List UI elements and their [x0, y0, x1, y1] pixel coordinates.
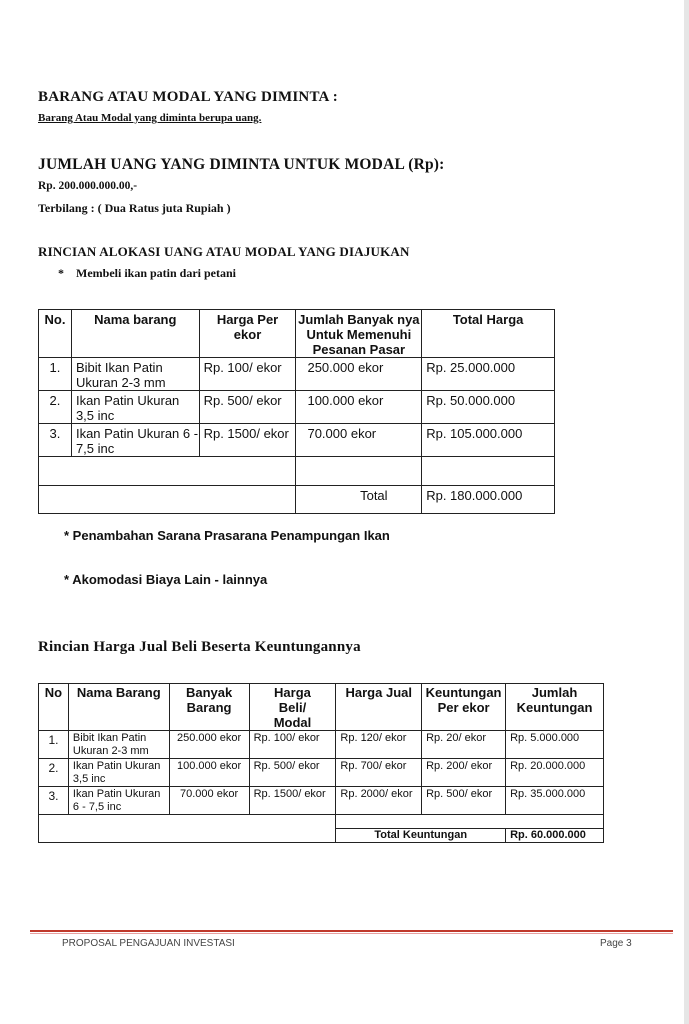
cell-total: Rp. 25.000.000 [422, 358, 555, 391]
empty-cell [39, 486, 296, 514]
cell-qty: 100.000 ekor [169, 759, 249, 787]
cell-name: Bibit Ikan Patin Ukuran 2-3 mm [71, 358, 199, 391]
cell-name: Ikan Patin Ukuran 3,5 inc [68, 759, 169, 787]
table-row [39, 759, 604, 787]
table-row-empty [39, 815, 604, 829]
empty-cell [336, 815, 604, 829]
cell-total: Rp. 20.000.000 [506, 759, 604, 787]
amount-text: Rp. 200.000.000.00,- [38, 180, 138, 192]
header-total: Total Harga [422, 310, 555, 358]
cell-name: Ikan Patin Ukuran 3,5 inc [71, 391, 199, 424]
cell-no: 3. [39, 424, 72, 457]
page-edge [684, 0, 689, 1024]
cell-total: Rp. 105.000.000 [422, 424, 555, 457]
cell-sell: Rp. 120/ ekor [336, 731, 422, 759]
bullet-icon: * [58, 266, 76, 280]
header-no: No [39, 684, 69, 731]
bullet-item-membeli [58, 266, 236, 281]
header-nama: Nama barang [71, 310, 199, 358]
cell-no: 2. [39, 391, 72, 424]
table-row [39, 358, 555, 391]
table-row [39, 424, 555, 457]
footer-divider-shadow [30, 933, 673, 934]
bullet-text: Akomodasi Biaya Lain - lainnya [72, 572, 268, 587]
page-number: Page 3 [600, 938, 632, 949]
section-title-jumlah: JUMLAH UANG YANG DIMINTA UNTUK MODAL (Rp): [38, 156, 445, 173]
header-keuntungan: Keuntungan Per ekor [422, 684, 506, 731]
empty-cell [39, 457, 296, 486]
section-title-barang: BARANG ATAU MODAL YANG DIMINTA : [38, 89, 338, 105]
cell-buy: Rp. 100/ ekor [249, 731, 336, 759]
total-label: Total [296, 486, 422, 514]
allocation-table [38, 309, 555, 514]
cell-price: Rp. 500/ ekor [199, 391, 296, 424]
cell-qty: 250.000 ekor [296, 358, 422, 391]
bullet-text: Penambahan Sarana Prasarana Penampungan Ikan [72, 528, 390, 543]
cell-total: Rp. 5.000.000 [506, 731, 604, 759]
amount-words: Terbilang : ( Dua Ratus juta Rupiah ) [38, 201, 231, 215]
total-value: Rp. 180.000.000 [422, 486, 555, 514]
cell-total: Rp. 50.000.000 [422, 391, 555, 424]
header-banyak: Banyak Barang [169, 684, 249, 731]
table-total-row [39, 486, 555, 514]
cell-no: 3. [39, 787, 69, 815]
cell-profit: Rp. 500/ ekor [422, 787, 506, 815]
bullet-icon: * [64, 572, 73, 587]
cell-sell: Rp. 2000/ ekor [336, 787, 422, 815]
section-title-rincian: RINCIAN ALOKASI UANG ATAU MODAL YANG DIAJUKAN [38, 244, 410, 259]
table-row [39, 391, 555, 424]
cell-name: Ikan Patin Ukuran 6 - 7,5 inc [71, 424, 199, 457]
section-subtitle-barang: Barang Atau Modal yang diminta berupa uang. [38, 112, 262, 124]
cell-name: Bibit Ikan Patin Ukuran 2-3 mm [68, 731, 169, 759]
cell-no: 1. [39, 358, 72, 391]
cell-no: 2. [39, 759, 69, 787]
table-header-row [39, 684, 604, 731]
cell-qty: 100.000 ekor [296, 391, 422, 424]
empty-cell [422, 457, 555, 486]
cell-profit: Rp. 200/ ekor [422, 759, 506, 787]
cell-price: Rp. 100/ ekor [199, 358, 296, 391]
table-row-empty [39, 457, 555, 486]
empty-cell [39, 815, 336, 843]
cell-qty: 250.000 ekor [169, 731, 249, 759]
empty-cell [296, 457, 422, 486]
footer-title: PROPOSAL PENGAJUAN INVESTASI [62, 938, 235, 949]
header-jumlah-keuntungan: Jumlah Keuntungan [506, 684, 604, 731]
cell-price: Rp. 1500/ ekor [199, 424, 296, 457]
table-row [39, 787, 604, 815]
bullet-item-sarana [64, 528, 390, 543]
header-jumlah: Jumlah Banyak nya Untuk Memenuhi Pesanan Pasar [296, 310, 422, 358]
header-harga-jual: Harga Jual [336, 684, 422, 731]
bullet-text: Membeli ikan patin dari petani [76, 266, 237, 280]
header-harga: Harga Per ekor [199, 310, 296, 358]
header-no: No. [39, 310, 72, 358]
cell-name: Ikan Patin Ukuran 6 - 7,5 inc [68, 787, 169, 815]
section-title-harga-jual: Rincian Harga Jual Beli Beserta Keuntungannya [38, 639, 361, 655]
total-keuntungan-value: Rp. 60.000.000 [506, 829, 604, 843]
cell-total: Rp. 35.000.000 [506, 787, 604, 815]
table-header-row [39, 310, 555, 358]
cell-buy: Rp. 1500/ ekor [249, 787, 336, 815]
header-nama: Nama Barang [68, 684, 169, 731]
cell-no: 1. [39, 731, 69, 759]
table-row [39, 731, 604, 759]
bullet-item-akomodasi [64, 572, 267, 587]
bullet-icon: * [64, 528, 73, 543]
profit-table [38, 683, 604, 843]
header-harga-beli: Harga Beli/ Modal [249, 684, 336, 731]
footer-divider [30, 930, 673, 932]
cell-qty: 70.000 ekor [169, 787, 249, 815]
cell-sell: Rp. 700/ ekor [336, 759, 422, 787]
cell-qty: 70.000 ekor [296, 424, 422, 457]
total-keuntungan-label: Total Keuntungan [336, 829, 506, 843]
cell-profit: Rp. 20/ ekor [422, 731, 506, 759]
cell-buy: Rp. 500/ ekor [249, 759, 336, 787]
